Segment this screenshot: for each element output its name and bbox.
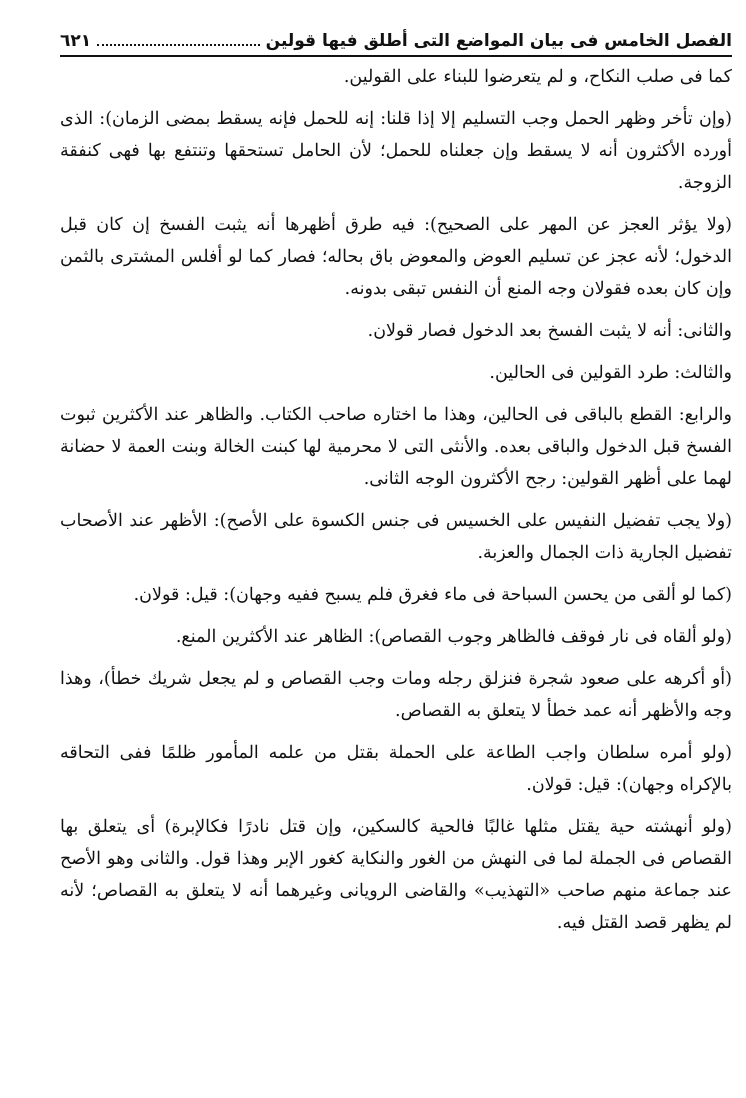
- running-header: [60, 30, 732, 57]
- paragraph: (كما لو ألقى من يحسن السباحة فى ماء فغرق فلم يسبح ففيه وجهان): قيل: قولان.: [133, 585, 732, 605]
- book-page: [60, 30, 732, 939]
- paragraph: كما فى صلب النكاح، و لم يتعرضوا للبناء على القولين.: [343, 67, 732, 87]
- chapter-title: الفصل الخامس فى بيان المواضع التى أطلق فيها قولين: [265, 31, 732, 51]
- paragraph: (أو أكرهه على صعود شجرة فنزلق رجله ومات وجب القصاص و لم يجعل شريك خطأ)، وهذا وجه والأظهر أنه عمد خطأ لا يتعلق به القصاص.: [60, 669, 732, 721]
- paragraph: (ولو ألقاه فى نار فوقف فالظاهر وجوب القصاص): الظاهر عند الأكثرين المنع.: [175, 627, 732, 647]
- paragraph: (ولا يؤثر العجز عن المهر على الصحيح): فيه طرق أظهرها أنه يثبت الفسخ إن كان قبل الدخول؛ لأنه عجز عن تسليم العوض والمعوض باق بحاله؛ فصار كما لو أفلس المشترى بالثمن وإن كان بعده فقولان وجه المنع أن النفس تبقى بدونه.: [60, 215, 732, 299]
- paragraph: (ولا يجب تفضيل النفيس على الخسيس فى جنس الكسوة على الأصح): الأظهر عند الأصحاب تفضيل الجارية ذات الجمال والعزبة.: [60, 511, 732, 563]
- paragraph: والثانى: أنه لا يثبت الفسخ بعد الدخول فصار قولان.: [367, 321, 732, 341]
- paragraph: (ولو أمره سلطان واجب الطاعة على الحملة بقتل من علمه المأمور ظلمًا ففى التحاقه بالإكراه وجهان): قيل: قولان.: [60, 743, 732, 795]
- paragraph: (وإن تأخر وظهر الحمل وجب التسليم إلا إذا قلنا: إنه للحمل فإنه يسقط بمضى الزمان): الذى أورده الأكثرون أنه لا يسقط وإن جعلناه للحمل؛ لأن الحامل تستحقها وتنتفع بها فهى كنفقة الزوجة.: [60, 109, 732, 193]
- page-number: ٦٢١: [60, 31, 92, 51]
- paragraph: والرابع: القطع بالباقى فى الحالين، وهذا ما اختاره صاحب الكتاب. والظاهر عند الأكثرين ثبوت الفسخ قبل الدخول والباقى بعده. والأنثى التى لا محرمية لها كبنت الخالة وبنت العمة لا حضانة لهما على أظهر القولين: رجح الأكثرون الوجه الثانى.: [60, 405, 732, 489]
- paragraph: (ولو أنهشته حية يقتل مثلها غالبًا فالحية كالسكين، وإن قتل نادرًا فكالإبرة) أى يتعلق بها القصاص فى الجملة لما فى النهش من الغور والنكاية كغور الإبر وهذا قول. والثانى وهو الأصح عند جماعة منهم صاحب «التهذيب» والقاضى الرويانى وغيرهما أنه لا يتعلق به القصاص؛ لأنه لم يظهر قصد القتل فيه.: [60, 817, 732, 933]
- leader-dots: [97, 30, 260, 46]
- paragraph: والثالث: طرد القولين فى الحالين.: [489, 363, 732, 383]
